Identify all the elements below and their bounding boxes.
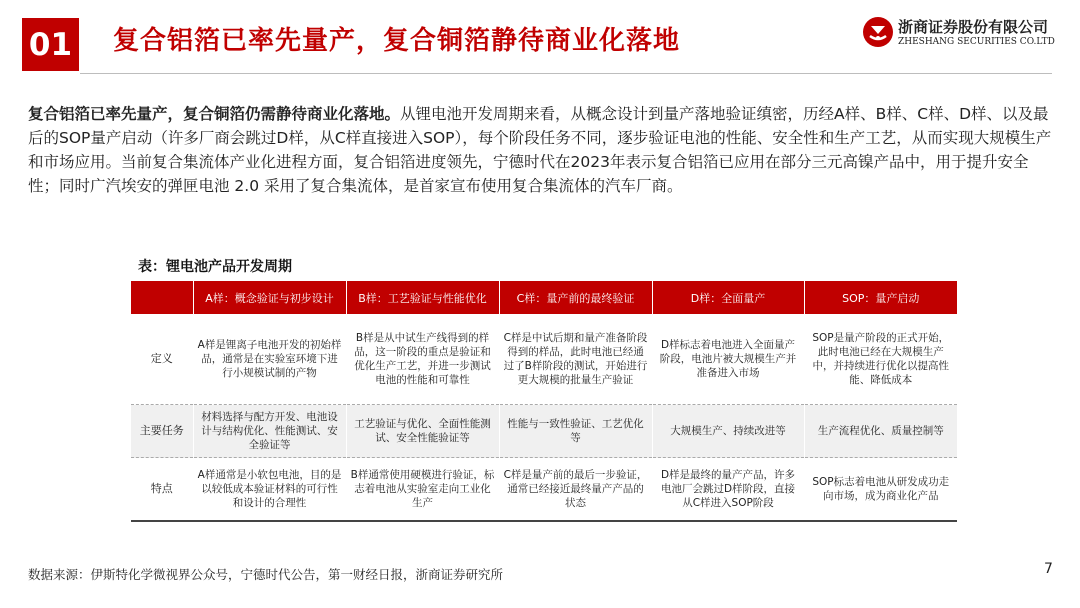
table-header-cell: SOP：量产启动 (804, 281, 957, 314)
company-name-cn: 浙商证券股份有限公司 (898, 18, 1049, 36)
table-cell: C样是中试后期和量产准备阶段得到的样品，此时电池已经通过了B样阶段的测试，开始进行更大规模的批量生产验证 (499, 314, 652, 405)
table-header-cell: D样：全面量产 (652, 281, 804, 314)
page-title: 复合铝箔已率先量产，复合铜箔静待商业化落地 (113, 26, 681, 56)
table-cell: 大规模生产、持续改进等 (652, 405, 804, 458)
table-header-cell: B样：工艺验证与性能优化 (346, 281, 499, 314)
table-header-cell: A样：概念验证与初步设计 (193, 281, 346, 314)
row-label: 特点 (131, 458, 193, 522)
table-header-cell: C样：量产前的最终验证 (499, 281, 652, 314)
table-row (131, 458, 957, 522)
table-row (131, 314, 957, 405)
section-number-badge (22, 18, 79, 71)
table-cell: 工艺验证与优化、全面性能测试、安全性能验证等 (346, 405, 499, 458)
row-label: 主要任务 (131, 405, 193, 458)
table-cell: A样是锂离子电池开发的初始样品，通常是在实验室环境下进行小规模试制的产物 (193, 314, 346, 405)
table-cell: SOP标志着电池从研发成功走向市场，成为商业化产品 (804, 458, 957, 522)
table-cell: C样是量产前的最后一步验证，通常已经接近最终量产产品的状态 (499, 458, 652, 522)
table-cell: B样是从中试生产线得到的样品，这一阶段的重点是验证和优化生产工艺，并进一步测试电池的性能和可靠性 (346, 314, 499, 405)
table-cell: 性能与一致性验证、工艺优化等 (499, 405, 652, 458)
header-divider (80, 73, 1052, 74)
table-header-row (131, 281, 957, 314)
table-header-cell (131, 281, 193, 314)
page-number: 7 (1044, 561, 1053, 577)
summary-body: 从锂电池开发周期来看，从概念设计到量产落地验证缜密，历经A样、B样、C样、D样、以及最后的SOP量产启动（许多厂商会跳过D样，从C样直接进入SOP），每个阶段任务不同，逐步验证电池的性能、安全性和生产工艺，从而实现大规模生产和市场应用。当前复合集流体产业化进程方面，复合铝箔进度领先，宁德时代在2023年表示复合铝箔已应用在部分三元高镍产品中，用于提升安全性；同时广汽埃安的弹匣电池 2.0 采用了复合集流体，是首家宣布使用复合集流体的汽车厂商。 (28, 105, 1052, 195)
table-cell: SOP是量产阶段的正式开始，此时电池已经在大规模生产中，并持续进行优化以提高性能、降低成本 (804, 314, 957, 405)
data-source-note: 数据来源：伊斯特化学微视界公众号，宁德时代公告，第一财经日报，浙商证券研究所 (28, 567, 504, 582)
table-cell: B样通常使用硬模进行验证，标志着电池从实验室走向工业化生产 (346, 458, 499, 522)
table-cell: D样标志着电池进入全面量产阶段，电池片被大规模生产并准备进入市场 (652, 314, 804, 405)
section-number: 01 (28, 26, 73, 63)
zheshang-logo-icon (862, 16, 894, 48)
summary-paragraph (28, 102, 1052, 198)
table-row (131, 405, 957, 458)
row-label: 定义 (131, 314, 193, 405)
summary-lead: 复合铝箔已率先量产，复合铜箔仍需静待商业化落地。 (28, 105, 401, 123)
table-cell: A样通常是小软包电池，目的是以较低成本验证材料的可行性和设计的合理性 (193, 458, 346, 522)
table-cell: 生产流程优化、质量控制等 (804, 405, 957, 458)
company-name-en: ZHESHANG SECURITIES CO.LTD (898, 37, 1055, 47)
company-logo (862, 16, 1062, 52)
table-cell: D样是最终的量产产品，许多电池厂会跳过D样阶段，直接从C样进入SOP阶段 (652, 458, 804, 522)
development-cycle-table (131, 281, 957, 522)
table-title: 表：锂电池产品开发周期 (138, 259, 292, 275)
table-cell: 材料选择与配方开发、电池设计与结构优化、性能测试、安全验证等 (193, 405, 346, 458)
